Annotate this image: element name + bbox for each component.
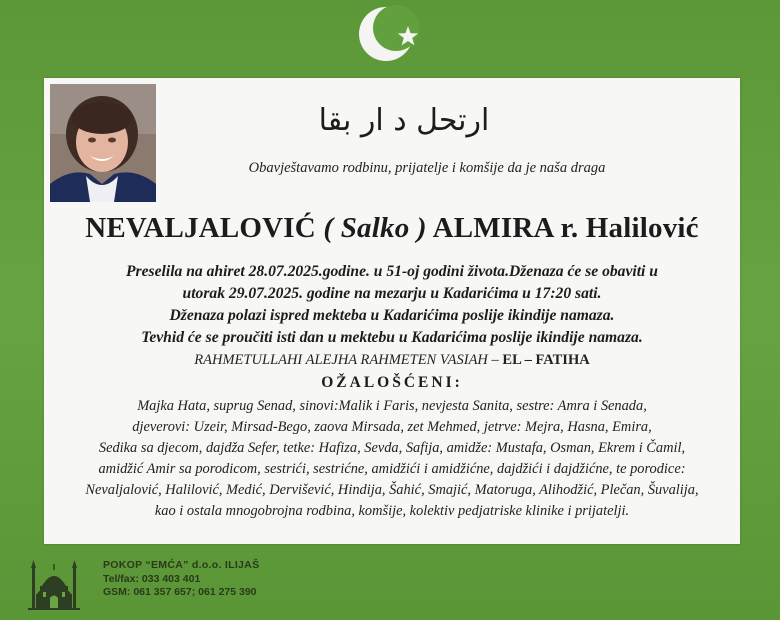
given-name: ALMIRA r. Halilović — [432, 212, 699, 244]
funeral-details — [44, 261, 740, 349]
company-phone: Tel/fax: 033 403 401 — [103, 572, 201, 585]
mourners-heading: OŽALOŠĆENI: — [321, 374, 463, 391]
company-name: POKOP “EMĆA” d.o.o. ILIJAŠ — [103, 559, 260, 571]
mourners-line: djeverovi: Uzeir, Mirsad-Bego, zaova Mirsada, zet Mehmed, jetrve: Mejra, Hasna, Emira, — [132, 419, 652, 435]
portrait-photo — [50, 84, 156, 202]
mourners-line: kao i ostala mnogobrojna rodbina, komšije, kolektiv pedjatriske klinike i prijatelji. — [154, 503, 630, 519]
obituary-notice — [44, 78, 740, 544]
deceased-name — [44, 212, 740, 245]
arabic-calligraphy — [294, 96, 514, 144]
detail-line: Tevhid će se proučiti isti dan u mektebu u Kadarićima poslije ikindije namaza. — [141, 329, 643, 346]
mourners-line: amidžić Amir sa porodicom, sestrići, sestrićne, amidžići i amidžićne, dajdžići i dajdžićne, te porodice: — [98, 461, 686, 477]
prayer-fatiha: EL – FATIHA — [502, 352, 590, 368]
crescent-star-icon — [356, 4, 432, 64]
surname: NEVALJALOVIĆ — [85, 212, 316, 244]
mourners-list — [44, 396, 740, 522]
svg-text:ارتحل د ار بقا: ارتحل د ار بقا — [318, 103, 490, 138]
mourners-line: Sedika sa djecom, dajdža Sefer, tetke: Hafiza, Sevda, Safija, amidže: Mustafa, Osman, Ekrem i Čamil, — [98, 440, 686, 456]
detail-line: utorak 29.07.2025. godine na mezarju u Kadarićima u 17:20 sati. — [182, 285, 602, 302]
mourners-line: Majka Hata, suprug Senad, sinovi:Malik i Faris, nevjesta Sanita, sestre: Amra i Senada, — [137, 398, 647, 414]
prayer-text: RAHMETULLAHI ALEJHA RAHMETEN VASIAH – — [194, 352, 499, 368]
mourners-line: Nevaljalović, Halilović, Medić, Dervišević, Hindija, Šahić, Smajić, Matoruga, Alihodžić, Plečan, Šuvalija, — [85, 482, 699, 498]
mosque-icon — [26, 556, 82, 612]
intro-text: Obavještavamo rodbinu, prijatelje i komšije da je naša draga — [248, 160, 606, 176]
detail-line: Dženaza polazi ispred mekteba u Kadarićima poslije ikindije namaza. — [169, 307, 615, 324]
company-gsm: GSM: 061 357 657; 061 275 390 — [103, 586, 257, 598]
funeral-company-info — [103, 559, 259, 600]
detail-line: Preselila na ahiret 28.07.2025.godine. u 51-oj godini života.Dženaza će se obaviti u — [126, 263, 658, 280]
prayer-line — [44, 352, 740, 369]
father-name: ( Salko ) — [323, 212, 427, 244]
